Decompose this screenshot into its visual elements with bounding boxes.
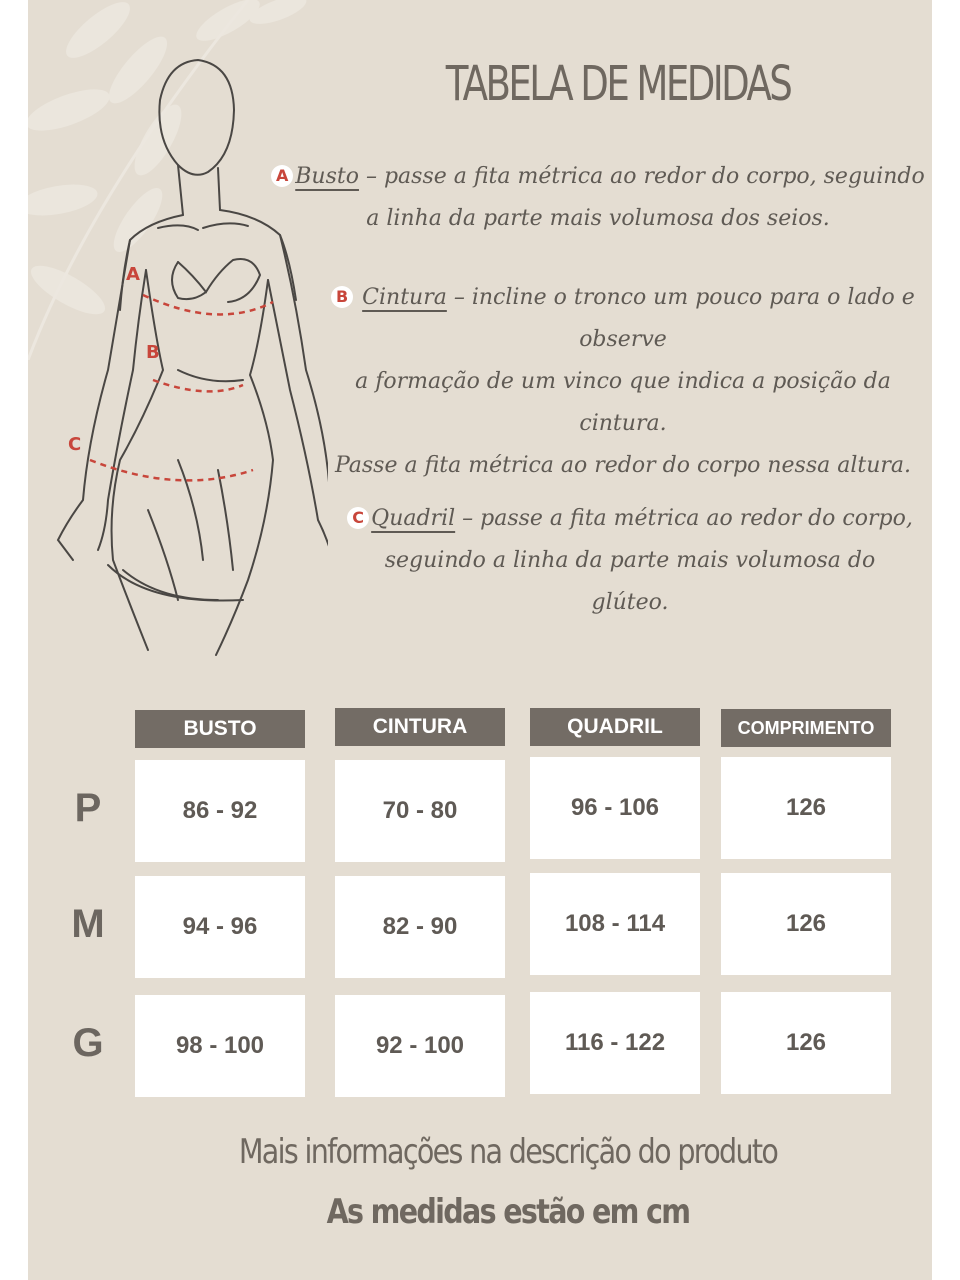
marker-b-badge: B — [331, 286, 353, 308]
footer-units: As medidas estão em cm — [326, 1192, 690, 1232]
table-cell: 94 - 96 — [135, 876, 305, 978]
marker-a-badge: A — [271, 165, 293, 187]
table-cell: 82 - 90 — [335, 876, 505, 978]
busto-line-2: a linha da parte mais volumosa dos seios. — [366, 206, 830, 231]
table-cell: 70 - 80 — [335, 760, 505, 862]
cintura-line-1 — [318, 277, 928, 319]
quadril-line-2: seguindo a linha da parte mais volumosa do — [384, 548, 876, 573]
table-cell: 96 - 106 — [530, 757, 700, 859]
page-title: TABELA DE MEDIDAS — [445, 56, 791, 112]
table-cell: 126 — [721, 757, 891, 859]
table-cell: 126 — [721, 873, 891, 975]
cintura-term: Cintura — [362, 285, 447, 310]
quadril-term: Quadril — [371, 506, 456, 531]
table-cell: 98 - 100 — [135, 995, 305, 1097]
cintura-instruction — [318, 277, 928, 487]
busto-text-1: – passe a fita métrica ao redor do corpo, seguindo — [358, 164, 925, 189]
table-cell: 126 — [721, 992, 891, 1094]
busto-term: Busto — [295, 164, 359, 189]
quadril-line-1 — [328, 498, 932, 540]
body-sketch-icon — [28, 40, 328, 660]
quadril-text-1: – passe a fita métrica ao redor do corpo, — [455, 506, 913, 531]
busto-instruction — [268, 156, 928, 240]
footer-info: Mais informações na descrição do produto — [238, 1132, 778, 1172]
table-cell: 108 - 114 — [530, 873, 700, 975]
header-busto: BUSTO — [135, 710, 305, 748]
figure-marker-b: B — [146, 342, 160, 363]
quadril-instruction — [328, 498, 932, 624]
size-label-m: M — [71, 902, 105, 946]
size-label-g: G — [72, 1021, 104, 1065]
busto-line-1 — [268, 156, 928, 198]
quadril-line-3: glúteo. — [591, 590, 669, 615]
marker-c-badge: C — [347, 507, 369, 529]
cintura-line-4: Passe a fita métrica ao redor do corpo nessa altura. — [334, 453, 912, 478]
size-label-p: P — [74, 786, 102, 830]
table-cell: 92 - 100 — [335, 995, 505, 1097]
table-cell: 86 - 92 — [135, 760, 305, 862]
cintura-line-2: observe — [579, 327, 667, 352]
header-cintura: CINTURA — [335, 708, 505, 746]
cintura-text-1: – incline o tronco um pouco para o lado e — [446, 285, 915, 310]
header-quadril: QUADRIL — [530, 708, 700, 746]
cintura-line-3: a formação de um vinco que indica a posição da cintura. — [355, 369, 891, 436]
figure-marker-c: C — [68, 434, 82, 455]
figure-marker-a: A — [126, 264, 140, 285]
table-cell: 116 - 122 — [530, 992, 700, 1094]
size-chart-card — [28, 0, 932, 1280]
header-comprimento: COMPRIMENTO — [721, 709, 891, 747]
